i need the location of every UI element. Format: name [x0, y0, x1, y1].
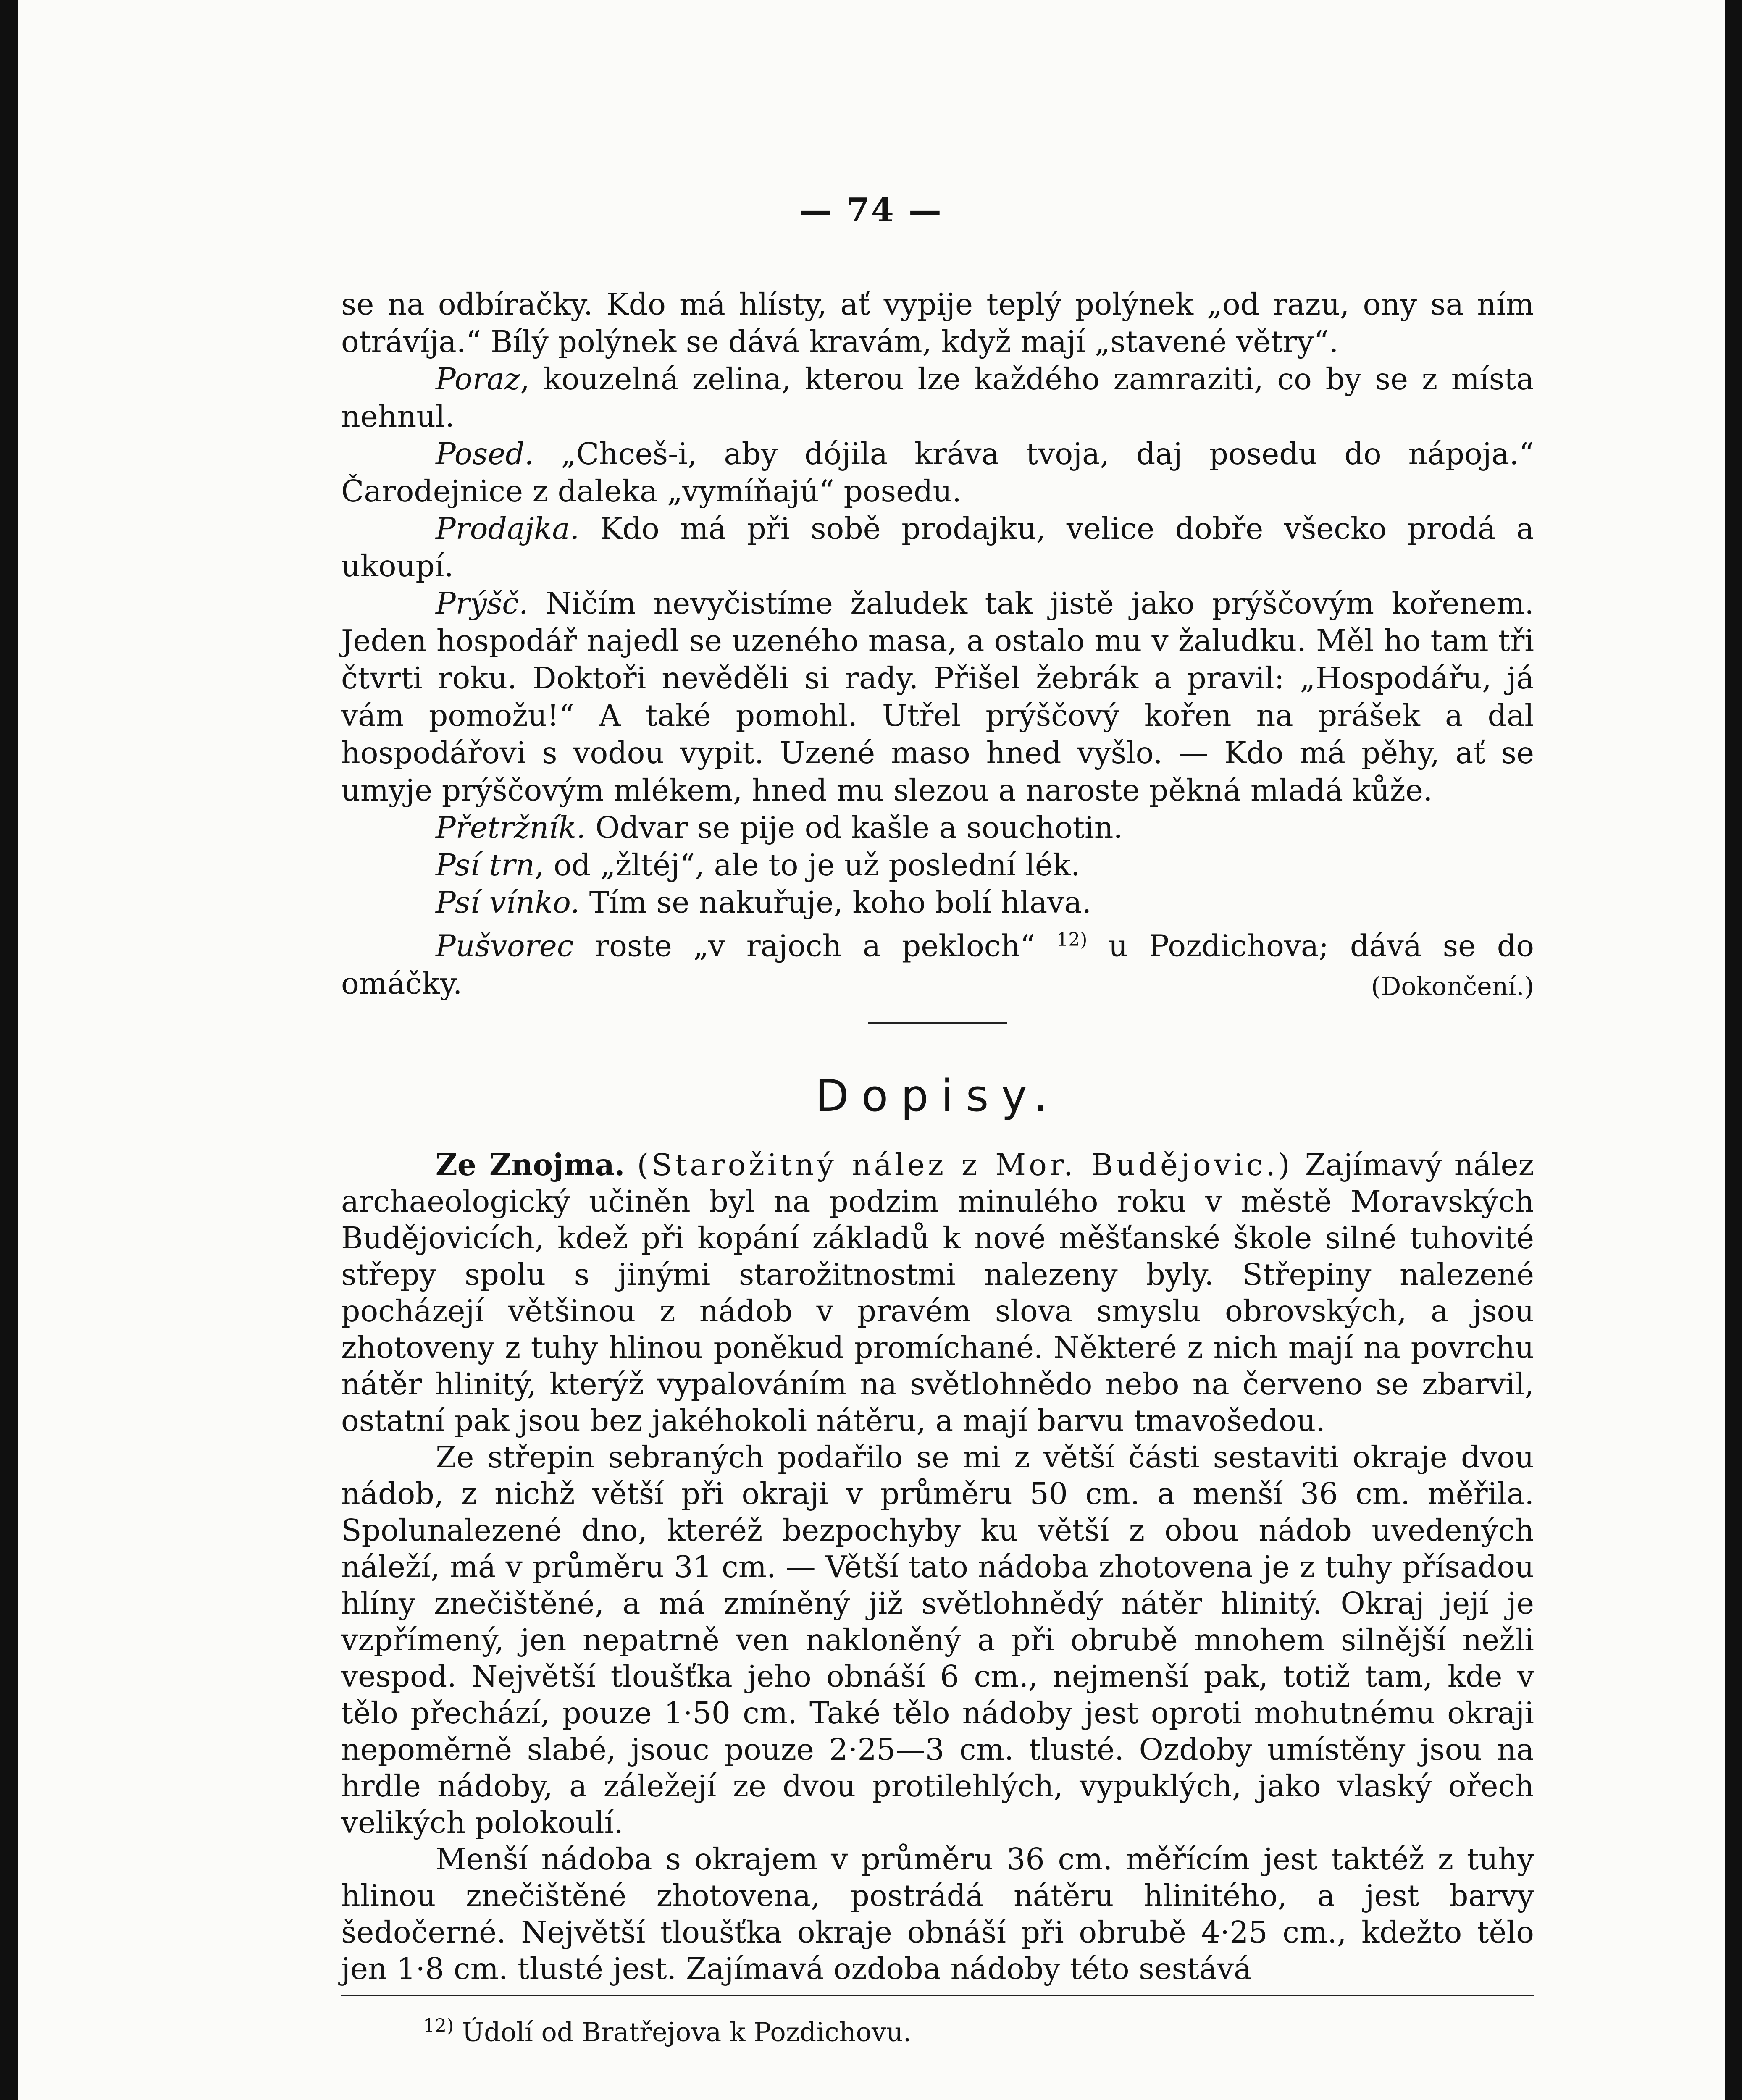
glossary-entry-psi-trn: Psí trn, od „žltéj“, ale to je už poslední lék.	[436, 848, 1080, 882]
article-subtitle: (Starožitný nález z Mor. Budějovic.)	[637, 1147, 1293, 1182]
glossary-entry-prysc	[341, 585, 1534, 809]
glossary-term: Prýšč.	[436, 586, 528, 621]
glossary-term: Přetržník.	[436, 810, 586, 845]
glossary-definition: od „žltéj“, ale to je už poslední lék.	[553, 848, 1080, 882]
footnote-text: Údolí od Bratřejova k Pozdichovu.	[462, 2016, 912, 2048]
glossary-entry-posed	[341, 435, 1534, 510]
glossary-definition: Kdo má při sobě prodajku, velice dobře všecko prodá a ukoupí.	[341, 511, 1534, 583]
glossary-entry-poraz: Poraz, kouzelná zelina, kterou lze každého zamraziti, co by se z místa nehnul.	[341, 362, 1534, 434]
glossary-entry-psi-vinko	[341, 884, 1534, 921]
glossary-entry-prodajka	[341, 510, 1534, 585]
article-paragraph-2: Ze střepin sebraných podařilo se mi z větší části sestaviti okraje dvou nádob, z nichž větší při okraji v průměru 50 cm. a menší 36 cm. měřila. Spolunalezené dno, kteréž bezpochyby ku větší z obou nádob uvedených náleží, má v průměru 31 cm. — Větší tato nádoba zhotovena je z tuhy přísadou hlíny znečištěné, a má zmíněný již světlohnědý nátěr hlinitý. Okraj její je vzpřímený, jen nepatrně ven nakloněný a při obrubě mnohem silnější nežli vespod. Největší tloušťka jeho obnáší 6 cm., nejmenší pak, totiž tam, kde v tělo přechází, pouze 1·50 cm. Také tělo nádoby jest oproti mohutnému okraji nepoměrně slabé, jsouc pouze 2·25—3 cm. tlusté. Ozdoby umístěny jsou na hrdle nádoby, a záležejí ze dvou protilehlých, vypuklých, jako vlaský ořech velikých polokoulí.	[341, 1439, 1534, 1840]
text-column	[341, 286, 1534, 2077]
glossary-entry-pusvorec: Pušvorec roste „v rajoch a pekloch“ $^{12)}$ u Pozdichova; dává se do omáčky. (Dokončení.)	[341, 921, 1534, 1002]
glossary-term: Psí vínko.	[436, 885, 580, 920]
glossary-definition: „Chceš-i, aby dójila kráva tvoja, daj posedu do nápoja.“ Čarodejnice z daleka „vymíňajú“ posedu.	[341, 436, 1534, 509]
article-paragraph-3: Menší nádoba s okrajem v průměru 36 cm. měřícím jest taktéž z tuhy hlinou znečištěné zhotovena, postrádá nátěru hlinitého, a jest barvy šedočerné. Největší tloušťka okraje obnáší při obrubě 4·25 cm., kdežto tělo jen 1·8 cm. tlusté jest. Zajímavá ozdoba nádoby této sestává	[341, 1841, 1534, 1986]
glossary-term: Prodajka.	[436, 511, 580, 546]
page-number: — 74 —	[799, 191, 943, 229]
section-title: Dopisy.	[815, 1070, 1060, 1121]
section-divider	[868, 1022, 1007, 1024]
article-lead: Ze Znojma.	[436, 1147, 625, 1182]
glossary-definition: Odvar se pije od kašle a souchotin.	[595, 810, 1123, 845]
continued-note: (Dokončení.)	[1371, 971, 1534, 1001]
footnote	[341, 2007, 1534, 2051]
scan-border-left	[0, 0, 18, 2100]
article-paragraph-1: Ze Znojma. (Starožitný nález z Mor. Budějovic.) Zajímavý nález archaeologický učiněn byl na podzim minulého roku v městě Moravských Budějovicích, kdež při kopání základů k nové měšťanské škole silné tuhovité střepy spolu s jinými starožitnostmi nalezeny byly. Střepiny nalezené pocházejí většinou z nádob v pravém slova smyslu obrovských, a jsou zhotoveny z tuhy hlinou poněkud promíchané. Některé z nich mají na povrchu nátěr hlinitý, kterýž vypalováním na světlohnědo nebo na červeno se zbarvil, ostatní pak jsou bez jakéhokoli nátěru, a mají barvu tmavošedou.	[341, 1147, 1534, 1438]
glossary-term: Posed.	[436, 436, 534, 471]
glossary-entry-pretrznik	[341, 809, 1534, 846]
footnote-rule	[341, 1995, 1534, 1996]
glossary-definition: Ničím nevyčistíme žaludek tak jistě jako prýščovým kořenem. Jeden hospodář najedl se uzeného masa, a ostalo mu v žaludku. Měl ho tam tři čtvrti roku. Doktoři nevěděli si rady. Přišel žebrák a pravil: „Hospodářu, já vám pomožu!“ A také pomohl. Utřel prýščový kořen na prášek a dal hospodářovi s vodou vypit. Uzené maso hned vyšlo. — Kdo má pěhy, ať se umyje prýščovým mlékem, hned mu slezou a naroste pěkná mladá kůže.	[341, 586, 1534, 808]
glossary-continuation: se na odbíračky. Kdo má hlísty, ať vypije teplý polýnek „od razu, ony sa ním otrávíja.“ Bílý polýnek se dává kravám, když mají „stavené větry“.	[341, 287, 1534, 359]
glossary-definition: Tím se nakuřuje, koho bolí hlava.	[589, 885, 1092, 920]
glossary-term: Psí trn	[436, 848, 535, 882]
glossary-term: Poraz	[436, 362, 520, 396]
footnote-marker: 12)	[423, 2015, 454, 2037]
scan-border-right	[1725, 0, 1742, 2100]
glossary-definition: kouzelná zelina, kterou lze každého zamraziti, co by se z místa nehnul.	[341, 362, 1534, 434]
footnote-reference: 12)	[1056, 929, 1088, 950]
glossary-term: Pušvorec	[436, 928, 574, 963]
